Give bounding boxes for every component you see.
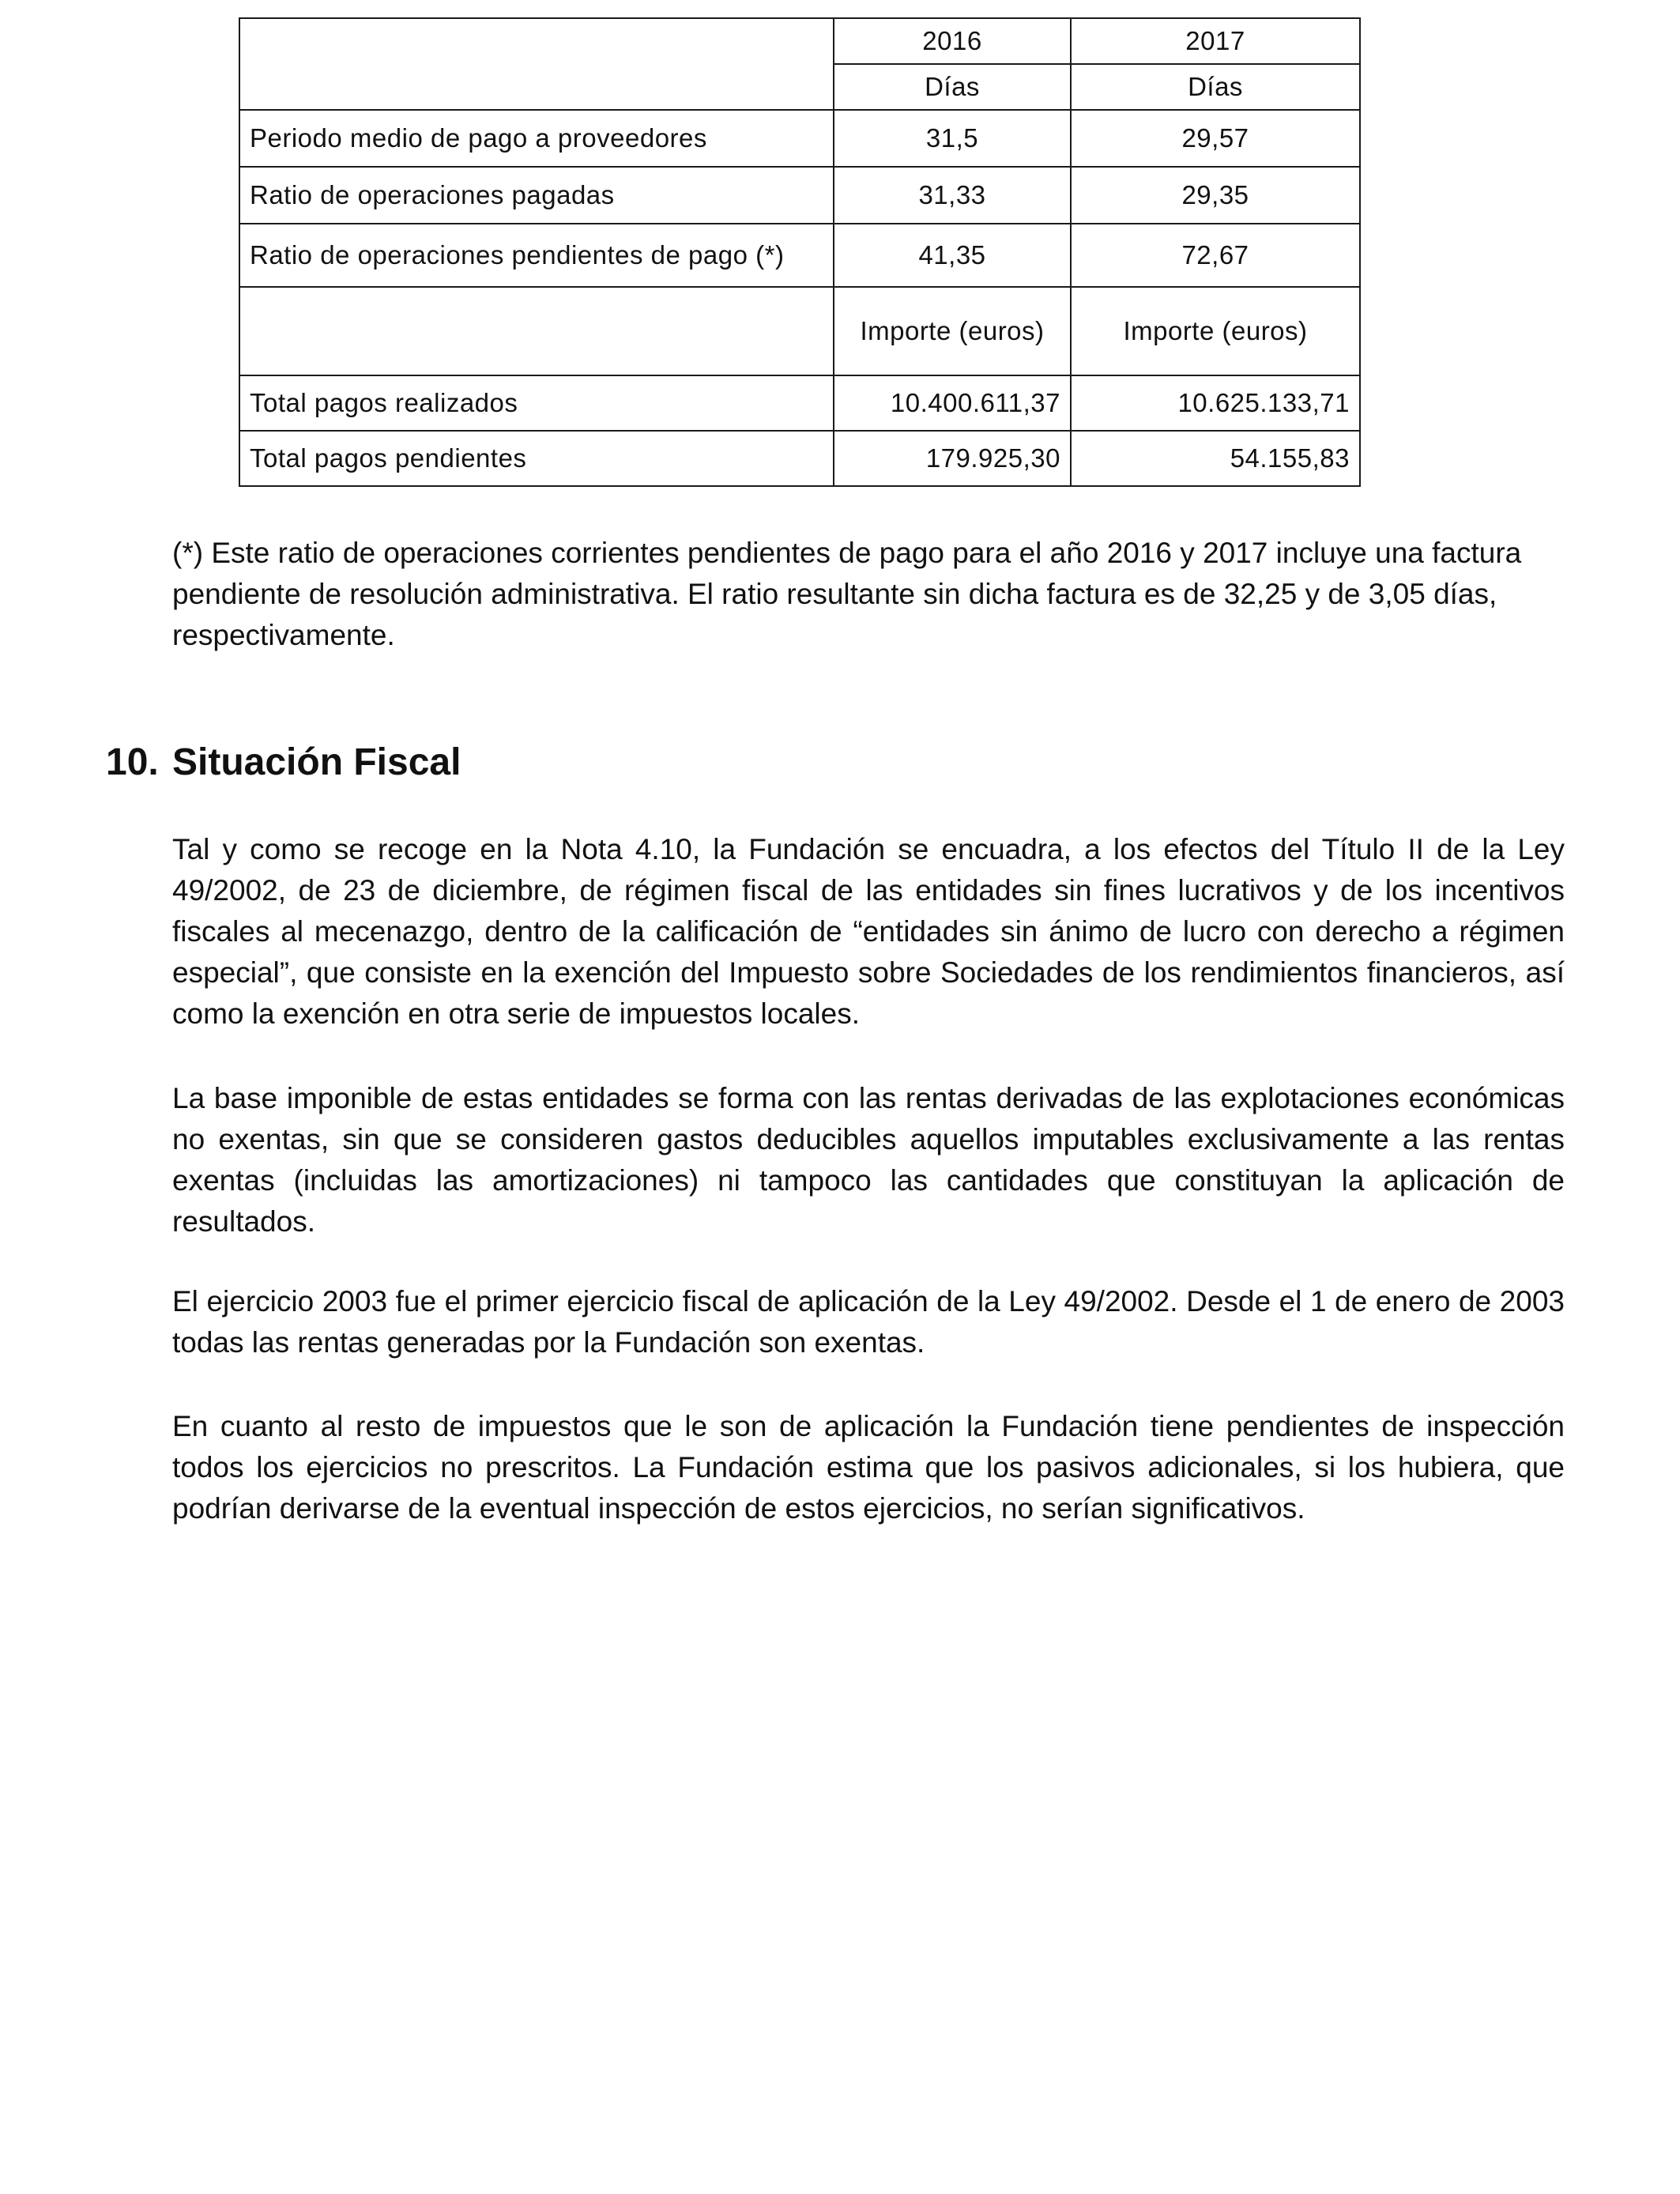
- row-value-2016: 31,33: [834, 167, 1071, 224]
- total-value-2017: 10.625.133,71: [1071, 375, 1360, 431]
- body-paragraph: La base imponible de estas entidades se forma con las rentas derivadas de las explotaciones económicas no exentas, sin que se consideren gastos deducibles aquellos imputables exclusivamente a las rentas exentas (incluidas las amortizaciones) ni tampoco las cantidades que constituyan la aplicación de resultados.: [172, 1082, 1565, 1238]
- table-header-year-row: [239, 18, 1360, 64]
- header-year-2017: 2017: [1071, 18, 1360, 64]
- section-title: Situación Fiscal: [172, 741, 461, 783]
- row-label: Ratio de operaciones pendientes de pago (*): [239, 224, 834, 287]
- header-year-2016: 2016: [834, 18, 1071, 64]
- total-label: Total pagos pendientes: [239, 431, 834, 486]
- section-number: 10.: [106, 741, 159, 783]
- row-label: Periodo medio de pago a proveedores: [239, 110, 834, 167]
- importe-header-2016: Importe (euros): [834, 287, 1071, 375]
- row-value-2016: 31,5: [834, 110, 1071, 167]
- total-value-2017: 54.155,83: [1071, 431, 1360, 486]
- row-value-2017: 72,67: [1071, 224, 1360, 287]
- importe-header-2017: Importe (euros): [1071, 287, 1360, 375]
- body-paragraph: En cuanto al resto de impuestos que le son de aplicación la Fundación tiene pendientes de inspección todos los ejercicios no prescritos. La Fundación estima que los pasivos adicionales, si los hubiera, que podrían derivarse de la eventual inspección de estos ejercicios, no serían significativos.: [172, 1410, 1565, 1525]
- table-row: [239, 375, 1360, 431]
- row-value-2017: 29,35: [1071, 167, 1360, 224]
- table-row: [239, 224, 1360, 287]
- total-value-2016: 10.400.611,37: [834, 375, 1071, 431]
- row-value-2017: 29,57: [1071, 110, 1360, 167]
- row-value-2016: 41,35: [834, 224, 1071, 287]
- table-footnote: (*) Este ratio de operaciones corrientes pendientes de pago para el año 2016 y 2017 incluye una factura pendiente de resolución administrativa. El ratio resultante sin dicha factura es de 32,25 y de 3,05 días, respectivamente.: [172, 537, 1522, 651]
- table-row: [239, 431, 1360, 486]
- table-empty-cell: [239, 287, 834, 375]
- total-label: Total pagos realizados: [239, 375, 834, 431]
- body-paragraph: El ejercicio 2003 fue el primer ejercicio fiscal de aplicación de la Ley 49/2002. Desde el 1 de enero de 2003 todas las rentas generadas por la Fundación son exentas.: [172, 1285, 1565, 1359]
- row-label: Ratio de operaciones pagadas: [239, 167, 834, 224]
- total-value-2016: 179.925,30: [834, 431, 1071, 486]
- table-importe-header-row: [239, 287, 1360, 375]
- table-empty-header-cell: [239, 18, 834, 110]
- body-paragraph: Tal y como se recoge en la Nota 4.10, la Fundación se encuadra, a los efectos del Título II de la Ley 49/2002, de 23 de diciembre, de régimen fiscal de las entidades sin fines lucrativos y de los incentivos fiscales al mecenazgo, dentro de la calificación de “entidades sin ánimo de lucro con derecho a régimen especial”, que consiste en la exención del Impuesto sobre Sociedades de los rendimientos financieros, así como la exención en otra serie de impuestos locales.: [172, 833, 1565, 1030]
- table-row: [239, 110, 1360, 167]
- table-row: [239, 167, 1360, 224]
- payment-period-table: [239, 17, 1361, 487]
- header-unit-2017: Días: [1071, 64, 1360, 110]
- section-heading: [106, 739, 461, 786]
- header-unit-2016: Días: [834, 64, 1071, 110]
